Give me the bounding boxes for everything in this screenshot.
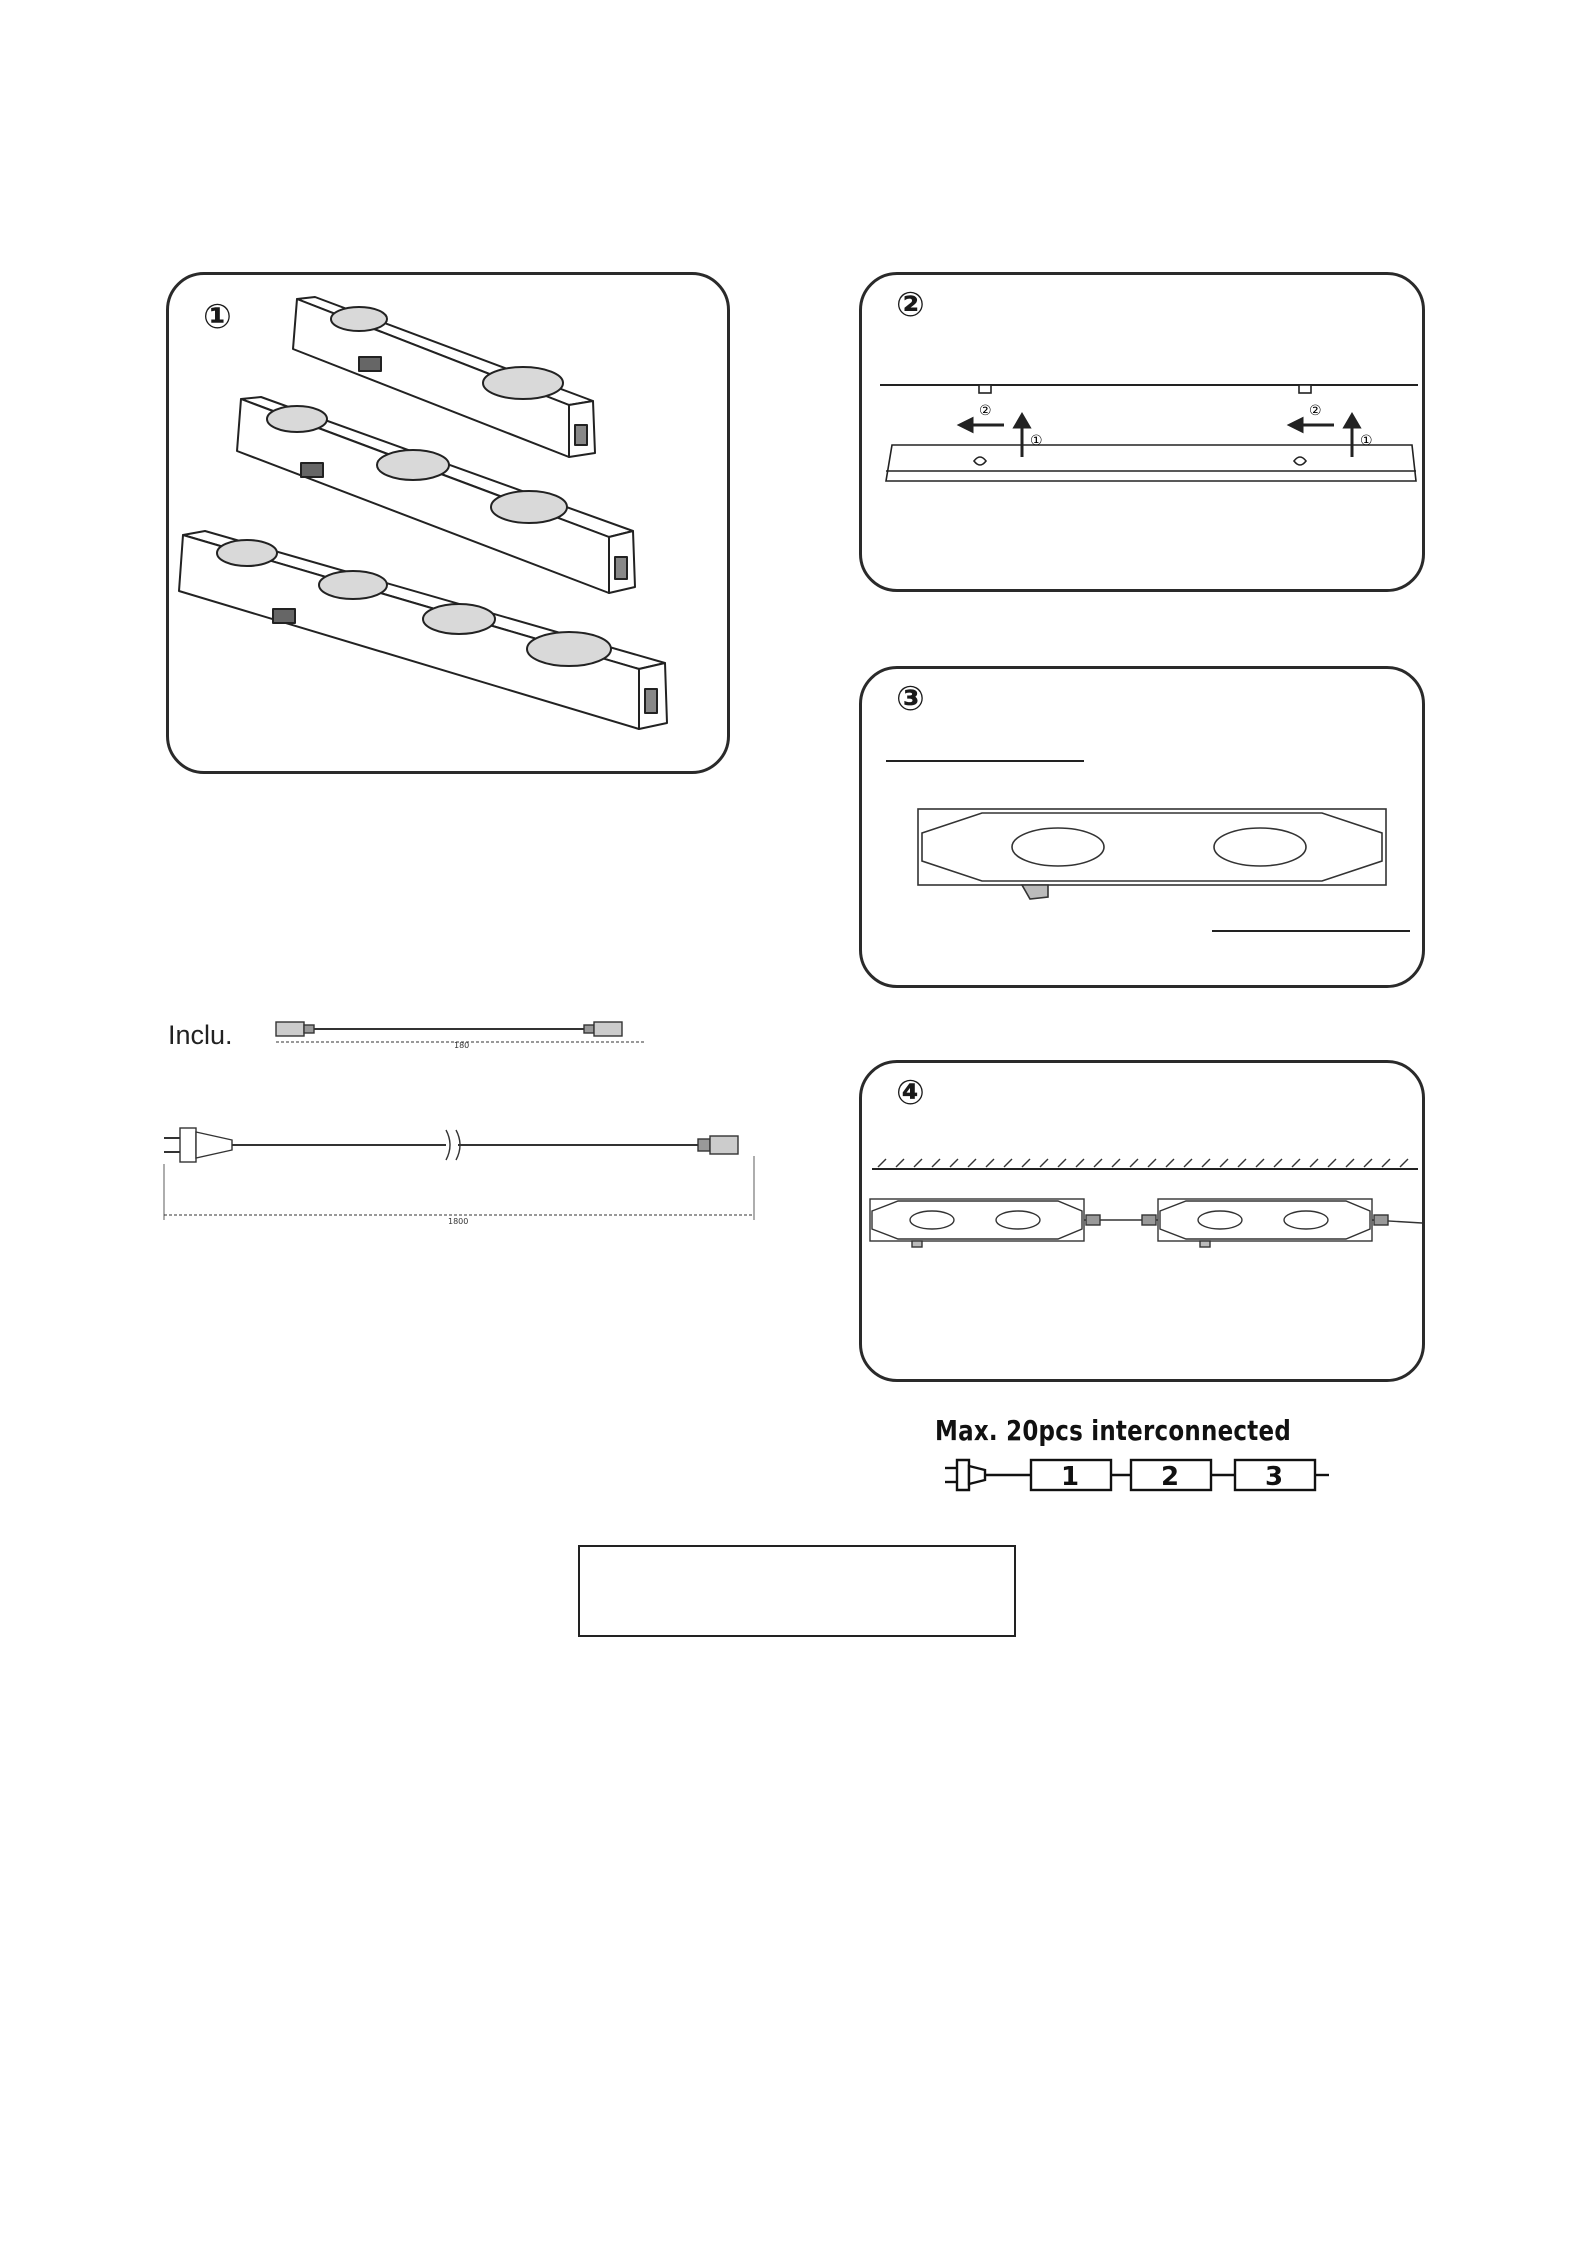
switch-icon xyxy=(1022,885,1048,899)
keyhole-right-icon xyxy=(1294,457,1306,465)
included-label: Inclu. xyxy=(168,1020,233,1050)
step-4-panel xyxy=(859,1060,1425,1382)
arrow-left-right-label: ② xyxy=(1309,403,1322,419)
light-bars-illustration xyxy=(169,275,729,773)
step-4-number: ④ xyxy=(896,1073,925,1113)
step-1-number: ① xyxy=(203,297,232,337)
chain-unit-3-label: 3 xyxy=(1265,1462,1284,1492)
step-2-panel xyxy=(859,272,1425,592)
arrow-up-right-label: ① xyxy=(1360,433,1373,449)
mounting-illustration xyxy=(862,275,1424,591)
screw-right-icon xyxy=(1299,385,1311,393)
keyhole-left-icon xyxy=(974,457,986,465)
bar-body xyxy=(922,813,1382,881)
step-3-number: ③ xyxy=(896,679,925,719)
light-bar-outline xyxy=(886,445,1416,481)
max-interconnected-label: Max. 20pcs interconnected xyxy=(935,1414,1292,1447)
step-2-number: ② xyxy=(896,285,925,325)
light-2 xyxy=(1214,828,1306,866)
long-cord-length: 1800 xyxy=(448,1217,469,1226)
plug-icon xyxy=(180,1128,196,1162)
wall-hatch xyxy=(878,1159,1408,1167)
linked-bar-2 xyxy=(1158,1199,1372,1247)
short-cord-length: 180 xyxy=(454,1041,470,1050)
arrow-up-left-label: ① xyxy=(1030,433,1043,449)
linked-bar-1 xyxy=(870,1199,1084,1247)
interconnect-illustration xyxy=(862,1063,1424,1381)
cord-break-icon xyxy=(446,1130,460,1160)
step-3-panel xyxy=(859,666,1425,988)
screw-left-icon xyxy=(979,385,991,393)
empty-box xyxy=(578,1545,1016,1637)
arrow-left-left-label: ② xyxy=(979,403,992,419)
step-1-panel xyxy=(166,272,730,774)
chain-unit-1-label: 1 xyxy=(1061,1462,1080,1492)
chain-unit-2-label: 2 xyxy=(1161,1462,1180,1492)
short-connector-cord xyxy=(268,1010,658,1050)
power-plug-cord xyxy=(158,1120,768,1230)
interconnect-chain xyxy=(945,1456,1345,1498)
light-1 xyxy=(1012,828,1104,866)
bar-top-view-illustration xyxy=(862,669,1424,987)
